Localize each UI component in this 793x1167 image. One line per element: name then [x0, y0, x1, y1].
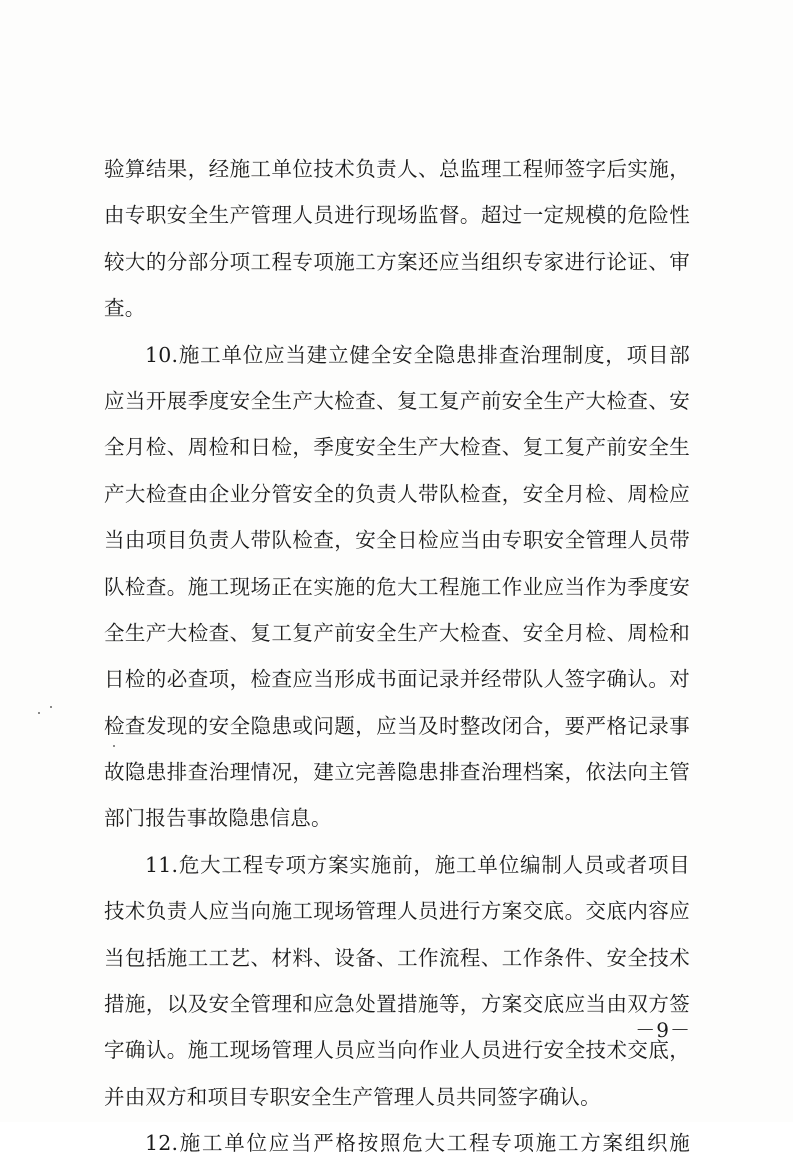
text-line: 部门报告事故隐患信息。	[104, 806, 332, 831]
paragraph-12-first-line: 12.施工单位应当严格按照危大工程专项施工方案组织施	[145, 1131, 690, 1156]
text-line: 应当开展季度安全生产大检查、复工复产前安全生产大检查、安	[104, 388, 690, 413]
text-line: 故隐患排查治理情况，建立完善隐患排查治理档案，依法向主管	[104, 760, 690, 785]
page-number: －9－	[635, 1018, 691, 1042]
text-line: 当由项目负责人带队检查，安全日检应当由专职安全管理人员带	[104, 528, 690, 553]
text-line: 检查发现的安全隐患或问题，应当及时整改闭合，要严格记录事	[104, 713, 690, 738]
text-line: 验算结果，经施工单位技术负责人、总监理工程师签字后实施，	[104, 157, 690, 181]
text-line: 日检的必查项，检查应当形成书面记录并经带队人签字确认。对	[104, 667, 690, 692]
text-line: 字确认。施工现场管理人员应当向作业人员进行安全技术交底，	[104, 1038, 690, 1063]
paragraph-10-first-line: 10.施工单位应当建立健全安全隐患排查治理制度，项目部	[145, 342, 690, 367]
text-line: 当包括施工工艺、材料、设备、工作流程、工作条件、安全技术	[104, 945, 690, 970]
text-line: 全生产大检查、复工复产前安全生产大检查、安全月检、周检和	[104, 620, 690, 645]
scan-speck	[113, 745, 115, 747]
text-line: 较大的分部分项工程专项施工方案还应当组织专家进行论证、审	[104, 249, 690, 274]
text-line: 技术负责人应当向施工现场管理人员进行方案交底。交底内容应	[104, 899, 690, 924]
text-line: 产大检查由企业分管安全的负责人带队检查，安全月检、周检应	[104, 481, 690, 506]
text-line: 查。	[104, 296, 146, 321]
paragraph-11-first-line: 11.危大工程专项方案实施前，施工单位编制人员或者项目	[145, 852, 690, 877]
text-line: 措施，以及安全管理和应急处置措施等，方案交底应当由双方签	[104, 992, 690, 1017]
scan-speck	[38, 712, 40, 714]
text-line: 队检查。施工现场正在实施的危大工程施工作业应当作为季度安	[104, 574, 690, 599]
document-body	[104, 146, 690, 1167]
text-line: 由专职安全生产管理人员进行现场监督。超过一定规模的危险性	[104, 203, 690, 228]
text-line: 全月检、周检和日检，季度安全生产大检查、复工复产前安全生	[104, 435, 690, 460]
text-line: 并由双方和项目专职安全生产管理人员共同签字确认。	[104, 1084, 601, 1109]
scan-speck	[50, 706, 52, 708]
